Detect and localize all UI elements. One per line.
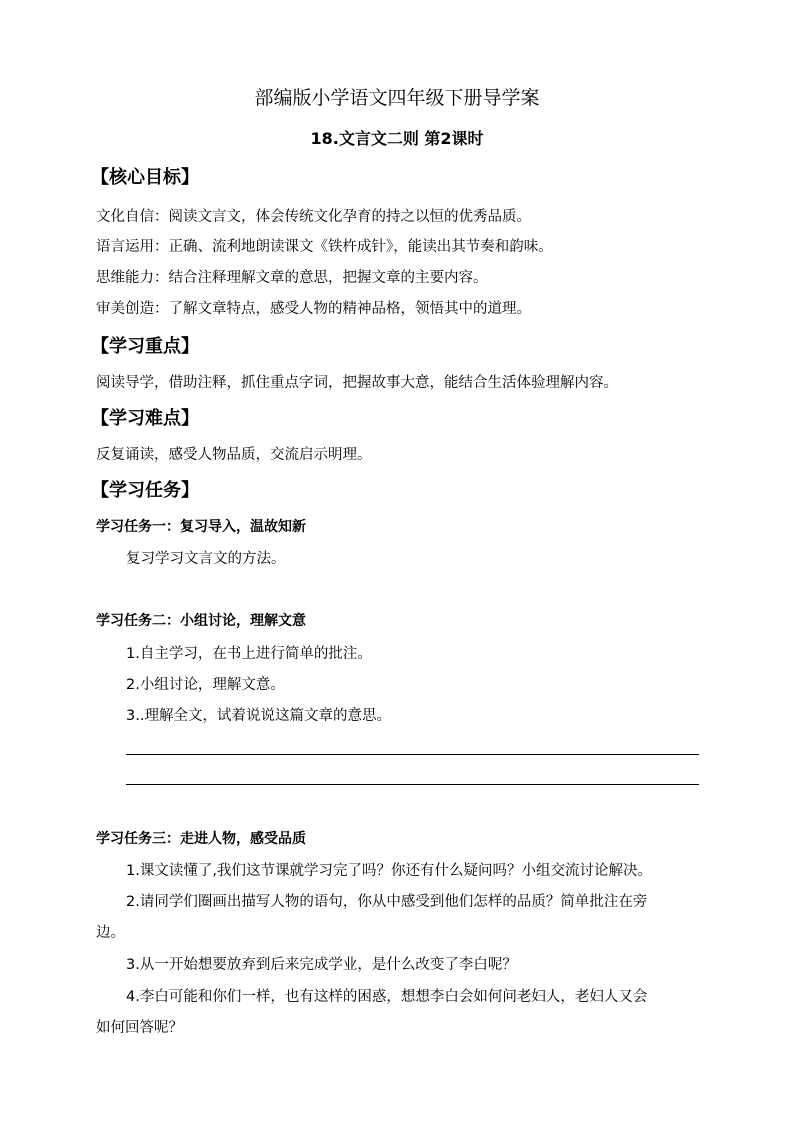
answer-line [126, 754, 699, 755]
tasks-heading: 【学习任务】 [91, 480, 199, 501]
lesson-subtitle: 18.文言文二则 第2课时 [310, 129, 484, 148]
task-three-item: 2.请同学们圈画出描写人物的语句，你从中感受到他们怎样的品质？简单批注在旁 [126, 894, 648, 910]
core-goal-item: 审美创造：了解文章特点，感受人物的精神品格，领悟其中的道理。 [96, 301, 531, 317]
difficulties-heading: 【学习难点】 [91, 408, 199, 429]
task-three-item: 3.从一开始想要放弃到后来完成学业，是什么改变了李白呢？ [126, 957, 517, 973]
key-points-text: 阅读导学，借助注释，抓住重点字词，把握故事大意，能结合生活体验理解内容。 [96, 375, 618, 391]
core-goal-item: 文化自信：阅读文言文，体会传统文化孕育的持之以恒的优秀品质。 [96, 209, 531, 225]
task-three-item-continued: 边。 [96, 925, 125, 941]
task-one-text: 复习学习文言文的方法。 [126, 551, 286, 567]
key-points-heading: 【学习重点】 [91, 336, 199, 357]
difficulties-text: 反复诵读，感受人物品质，交流启示明理。 [96, 447, 372, 463]
answer-line [126, 784, 699, 785]
task-one-title: 学习任务一：复习导入，温故知新 [96, 519, 306, 535]
task-three-title: 学习任务三：走进人物，感受品质 [96, 831, 306, 847]
task-two-title: 学习任务二：小组讨论，理解文意 [96, 613, 306, 629]
document-title: 部编版小学语文四年级下册导学案 [254, 87, 540, 109]
task-two-item: 2.小组讨论，理解文意。 [126, 677, 285, 693]
core-goals-heading: 【核心目标】 [91, 167, 199, 188]
task-three-item: 4.李白可能和你们一样，也有这样的困惑，想想李白会如何问老妇人，老妇人又会 [126, 989, 648, 1005]
task-two-item: 1.自主学习，在书上进行简单的批注。 [126, 646, 372, 662]
task-three-item: 1.课文读懂了,我们这节课就学习完了吗？你还有什么疑问吗？小组交流讨论解决。 [126, 863, 652, 879]
core-goal-item: 语言运用：正确、流利地朗读课文《铁杵成针》，能读出其节奏和韵味。 [96, 239, 553, 255]
task-three-item-continued: 如何回答呢？ [96, 1020, 183, 1036]
task-two-item: 3..理解全文，试着说说这篇文章的意思。 [126, 708, 391, 724]
core-goal-item: 思维能力：结合注释理解文章的意思，把握文章的主要内容。 [96, 270, 488, 286]
